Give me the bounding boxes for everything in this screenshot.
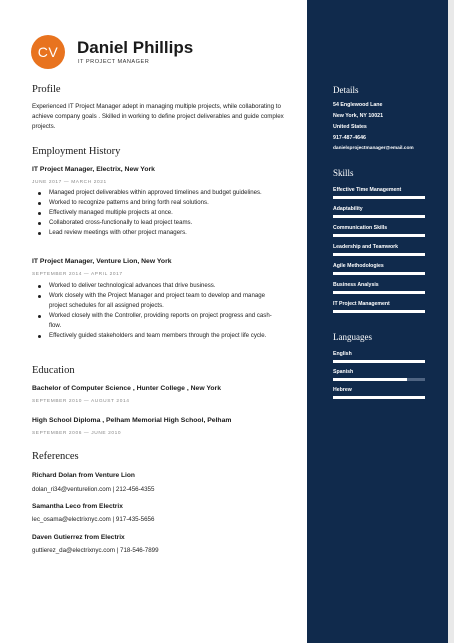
languages-heading: Languages [333,332,372,342]
education-degree: High School Diploma , Pelham Memorial High School, Pelham [32,417,232,424]
skill-item [333,205,425,218]
level-bar-track [333,234,425,237]
language-item [333,350,425,363]
job-bullets [32,281,272,341]
reference-name: Samantha Leco from Electrix [32,503,123,510]
level-bar-track [333,291,425,294]
job-bullets [32,188,272,238]
job-title: IT Project Manager, Electrix, New York [32,166,155,173]
bullet-item: Worked to recognize patterns and bring forth real solutions. [32,198,272,208]
level-bar-fill [333,378,407,381]
reference-name: Richard Dolan from Venture Lion [32,472,135,479]
country-line: United States [333,124,367,130]
skill-label: Business Analysis [333,282,379,288]
skill-item [333,186,425,199]
bullet-item: Managed project deliverables within approved timelines and budget guidelines. [32,188,272,198]
education-heading: Education [32,365,75,376]
reference-name: Daven Gutierrez from Electrix [32,534,125,541]
level-bar-track [333,272,425,275]
education-dates: SEPTEMBER 2006 — JUNE 2010 [32,431,122,436]
level-bar-track [333,396,425,399]
city-line: New York, NY 10021 [333,113,384,119]
sidebar [307,0,448,643]
language-item [333,386,425,399]
profile-heading: Profile [32,84,61,95]
skill-item [333,262,425,275]
level-bar-track [333,378,425,381]
level-bar-fill [333,196,425,199]
skill-label: Communication Skills [333,225,388,231]
skill-item [333,300,425,313]
level-bar-fill [333,272,425,275]
bullet-item: Effectively guided stakeholders and team members through the project life cycle. [32,331,272,341]
page-edge [448,0,454,643]
references-heading: References [32,451,79,462]
skill-label: Effective Time Management [333,187,402,193]
education-dates: SEPTEMBER 2010 — AUGUST 2014 [32,399,130,404]
candidate-title: IT PROJECT MANAGER [78,59,150,65]
bullet-item: Lead review meetings with other project managers. [32,228,272,238]
reference-contact: guttierez_da@electrixnyc.com | 718-546-7899 [32,547,159,554]
details-heading: Details [333,85,359,95]
job-title: IT Project Manager, Venture Lion, New York [32,258,172,265]
employment-heading: Employment History [32,146,121,157]
skill-label: IT Project Management [333,301,390,307]
level-bar-fill [333,291,425,294]
skill-label: Adaptability [333,206,363,212]
skill-label: Leadership and Teamwork [333,244,399,250]
level-bar-track [333,196,425,199]
level-bar-fill [333,234,425,237]
skill-label: Agile Methodologies [333,263,384,269]
bullet-item: Work closely with the Project Manager and project team to develop and manage project schedules for all assigned projects. [32,291,272,311]
bullet-item: Effectively managed multiple projects at once. [32,208,272,218]
reference-contact: lec_osama@electrixnyc.com | 917-435-5656 [32,516,155,523]
level-bar-track [333,360,425,363]
skill-item [333,281,425,294]
bullet-item: Worked to deliver technological advances that drive business. [32,281,272,291]
profile-text: Experienced IT Project Manager adept in managing multiple projects, while collaborating to achieve company goals . Skilled in working to define project deliverables and guide complex projects. [32,103,284,130]
level-bar-track [333,310,425,313]
job-dates: SEPTEMBER 2014 — APRIL 2017 [32,272,123,277]
address-line: 54 Englewood Lane [333,102,383,108]
initials-avatar: CV [31,35,65,69]
language-label: Hebrew [333,387,352,393]
education-degree: Bachelor of Computer Science , Hunter College , New York [32,385,221,392]
bullet-item: Collaborated cross-functionally to lead project teams. [32,218,272,228]
email-line: danielsprojectmanager@email.com [333,146,414,151]
language-label: Spanish [333,369,354,375]
phone-line: 917-487-4646 [333,135,366,141]
level-bar-fill [333,396,425,399]
level-bar-track [333,253,425,256]
language-item [333,368,425,381]
level-bar-track [333,215,425,218]
job-dates: JUNE 2017 — MARCH 2021 [32,180,107,185]
level-bar-fill [333,253,425,256]
bullet-item: Worked closely with the Controller, providing reports on project progress and cash-flow. [32,311,272,331]
skill-item [333,243,425,256]
level-bar-fill [333,310,425,313]
skills-heading: Skills [333,168,354,178]
candidate-name: Daniel Phillips [77,38,194,57]
language-label: English [333,351,352,357]
level-bar-fill [333,215,425,218]
level-bar-fill [333,360,425,363]
skill-item [333,224,425,237]
reference-contact: dolan_ri34@venturelion.com | 212-456-4355 [32,486,155,493]
